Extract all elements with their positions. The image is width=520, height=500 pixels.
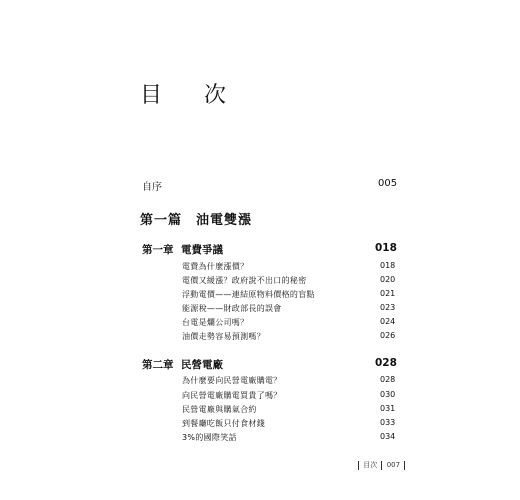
section-title: 向民營電廠購電買貴了嗎？: [182, 391, 282, 400]
footer-divider: [358, 461, 359, 470]
chapter-1-title: 電費爭議: [181, 244, 223, 256]
section-page: 031: [380, 404, 396, 413]
section-page: 023: [380, 303, 396, 312]
chapter-2-number: 第二章: [142, 359, 174, 371]
section-title: 電價又緩漲？政府說不出口的秘密: [182, 276, 307, 285]
chapter-1-page: 018: [375, 242, 397, 254]
section-page: 033: [380, 418, 396, 427]
section-title: 台電是爛公司嗎？: [182, 318, 249, 327]
section-page: 020: [380, 275, 396, 284]
toc-title: 目 次: [140, 83, 237, 108]
section-page: 028: [380, 375, 396, 384]
section-title: 浮動電價——連結原物料價格的盲點: [182, 290, 315, 299]
section-title: 民營電廠與購氣合約: [182, 405, 257, 414]
section-page: 034: [380, 432, 396, 441]
section-title: 到餐廳吃飯只付食材錢: [182, 419, 265, 428]
footer-label: 目次: [363, 461, 378, 469]
footer-divider: [381, 461, 382, 470]
section-page: 030: [380, 390, 396, 399]
section-page: 026: [380, 331, 396, 340]
part-heading: 第一篇 油電雙漲: [140, 213, 253, 228]
preface-label: 自序: [142, 182, 162, 193]
footer-divider: [404, 461, 405, 470]
section-title: 電費為什麼漲價？: [182, 262, 249, 271]
chapter-2-title: 民營電廠: [181, 359, 223, 371]
section-page: 024: [380, 317, 396, 326]
section-title: 為什麼要向民營電廠購電？: [182, 376, 282, 385]
section-page: 018: [380, 261, 396, 270]
footer-page-number: 007: [386, 461, 401, 469]
section-title: 能源稅——財政部長的誤會: [182, 304, 282, 313]
section-title: 3%的國際笑話: [182, 433, 237, 442]
section-title: 油價走勢容易預測嗎？: [182, 332, 265, 341]
preface-page: 005: [378, 178, 398, 189]
page-footer: [356, 460, 407, 470]
chapter-1-number: 第一章: [142, 244, 174, 256]
section-page: 021: [380, 289, 396, 298]
chapter-2-page: 028: [375, 357, 397, 369]
